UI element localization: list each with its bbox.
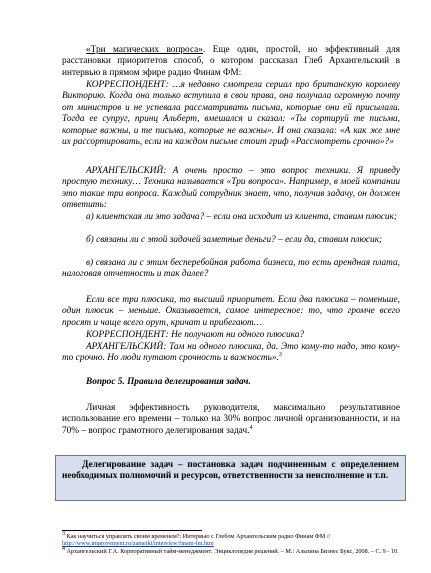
dialog-arkhangelsky-1: АРХАНГЕЛЬСКИЙ: А очень просто – это вопрос техники. Я приведу простую технику… Техника называется «Три вопроса». Например, в моей компании это такие три вопроса. Каждый сотрудник знает, что, получив задачу, он должен ответить: [62, 166, 400, 211]
efficiency-paragraph [62, 403, 400, 437]
delegation-definition-box: Делегирование задач – постановка задач подчиненным с определением необходимых полномочий и ресурсов, ответственности за неисполнение и т.п. [55, 455, 406, 501]
dialog-priority: Если все три плюсика, то высший приоритет. Если два плюсика – поменьше, один плюсик – меньше. Оказывается, самое интересное: то, что громче всего просят и чаще всего орут, кричат и прибегают… [62, 295, 400, 328]
question-c: в) связана ли с этим бесперебойная работа бизнеса, то есть арендная плата, налоговая отчетность и так далее? [62, 258, 400, 280]
footnote-4 [62, 545, 400, 555]
question-b: б) связаны ли с этой задачей заметные деньги? – если да, ставим плюсик; [86, 235, 383, 245]
footnote-separator [62, 530, 202, 531]
dialog-correspondent-2: КОРРЕСПОНДЕНТ: Не получают ни одного плюсика? [86, 330, 305, 340]
footnote-ref-4: 4 [249, 424, 253, 431]
question-5-heading: Вопрос 5. Правила делегирования задач. [86, 377, 251, 387]
footnote-3-text: Как научиться управлять своим временем?: Интервью с Глебом Архангельским радио Финам ФМ // [65, 533, 331, 540]
footnote-3-number: 3 [62, 530, 65, 537]
three-questions-link[interactable]: «Три магических вопроса» [86, 45, 203, 55]
footnote-3-link[interactable]: http://www.improvement.ru/zametki/interview/finam-fm.htm [62, 540, 214, 548]
footnotes [62, 530, 400, 555]
dialog-correspondent-1: КОРРЕСПОНДЕНТ: …я недавно смотрела сериал про британскую королеву Викторию. Когда она только вступила в свои права, она получала огромную почту от министров и не успевала рассматривать письма, которые они ей присылали. Тогда ее супруг, принц Альберт, вмешался и сказал: «Ты сортируй те письма, которые важны, и те письма, которые не важны». И она сказала: «А как же мне их рассортировать, если на каждом письме стоит гриф «Рассмотреть срочно»?» [62, 80, 400, 148]
footnote-4-number: 4 [62, 545, 65, 552]
dialog-arkhangelsky-2-text: АРХАНГЕЛЬСКИЙ: Там ни одного плюсика, да. Это кому-то надо, это кому-то срочно. Но люди путают срочность и важность». [62, 342, 400, 364]
footnote-4-text: Архангельский Г.А. Корпоративный тайм-менеджмент: Энциклопедия решений. – М.: Альпина Бизнес Букс, 2008. – С. 9 - 10. [65, 547, 399, 555]
dialog-arkhangelsky-2 [62, 342, 400, 365]
question-a: а) клиентская ли это задача? – если она исходит из клиента, ставим плюсик; [86, 212, 397, 222]
intro-text: . Еще один, простой, но эффективный для расстановки приоритетов способ, о котором рассказал Глеб Архангельский в интервью в прямом эфире радио Финам ФМ: [62, 45, 401, 78]
footnote-3 [62, 530, 400, 548]
intro-paragraph [62, 45, 400, 79]
footnote-ref-3: 3 [278, 352, 282, 359]
efficiency-text: Личная эффективность руководителя, максимально результативное использование его времени – только на 30% вопрос личной организованности, и на 70% – вопрос грамотного делегирования задач. [62, 403, 400, 436]
